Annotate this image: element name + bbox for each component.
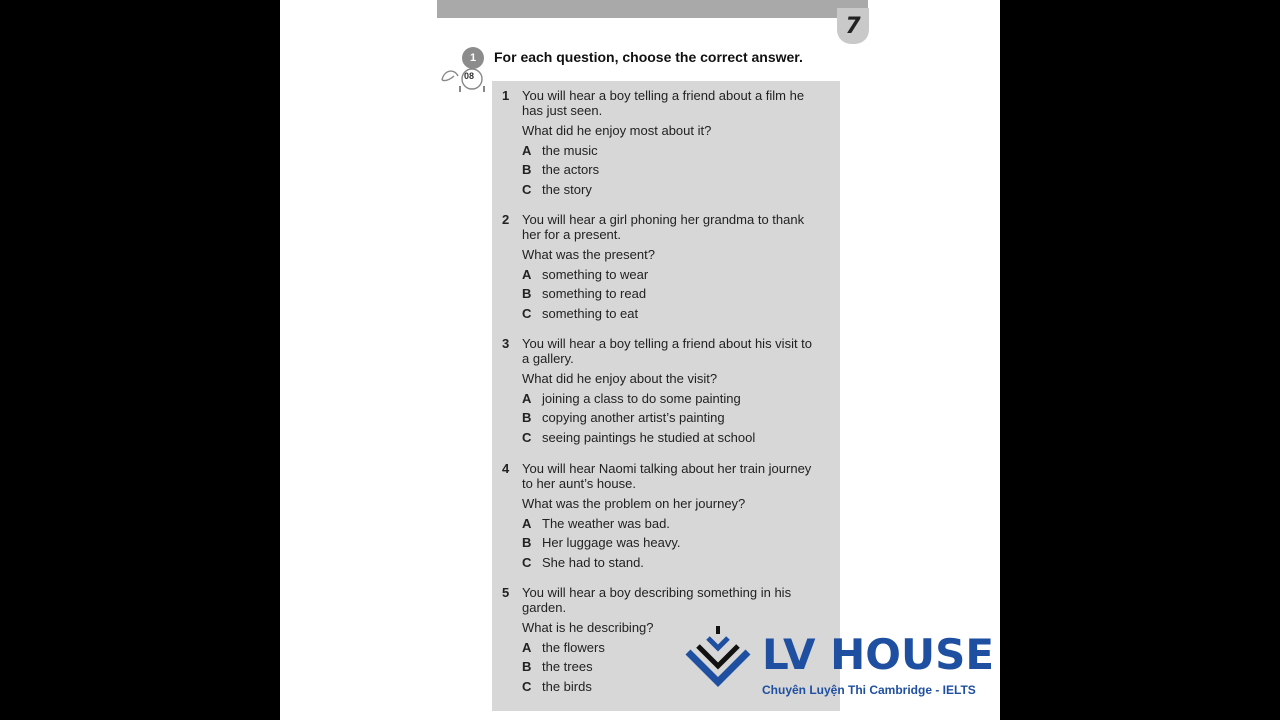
question-stem-line: garden. <box>522 600 567 615</box>
option-text: the flowers <box>542 639 605 655</box>
instruction-text: For each question, choose the correct answer. <box>494 49 803 65</box>
option-text: Her luggage was heavy. <box>542 535 681 550</box>
answer-option[interactable] <box>522 430 832 445</box>
option-letter: B <box>522 286 532 301</box>
option-letter: C <box>522 181 532 197</box>
option-letter: A <box>522 390 532 406</box>
option-letter: A <box>522 515 532 531</box>
option-text: the music <box>542 142 598 158</box>
question-stem <box>522 585 832 615</box>
question-number: 5 <box>502 585 510 600</box>
answer-option[interactable] <box>522 143 832 158</box>
logo-name: LV HOUSE <box>762 630 995 679</box>
option-letter: B <box>522 659 532 674</box>
question-stem <box>522 336 832 366</box>
question-stem-line: has just seen. <box>522 103 603 118</box>
question <box>502 336 832 445</box>
option-text: She had to stand. <box>542 554 644 570</box>
question-stem-line: her for a present. <box>522 227 621 242</box>
lv-house-logo <box>684 624 995 700</box>
question-prompt: What did he enjoy most about it? <box>522 123 712 138</box>
answer-option[interactable] <box>522 535 832 550</box>
question <box>502 212 832 321</box>
option-text: The weather was bad. <box>542 515 670 531</box>
option-letter: B <box>522 535 532 550</box>
question-stem <box>522 88 832 118</box>
option-letter: B <box>522 410 532 425</box>
question-stem-line: You will hear a girl phoning her grandma to thank <box>522 212 805 227</box>
option-letter: A <box>522 142 532 158</box>
answer-option[interactable] <box>522 306 832 321</box>
workbook-page <box>280 0 1000 720</box>
option-letter: C <box>522 554 532 570</box>
question-stem-line: You will hear Naomi talking about her train journey <box>522 461 812 476</box>
answer-option[interactable] <box>522 516 832 531</box>
question-number: 2 <box>502 212 510 227</box>
option-text: seeing paintings he studied at school <box>542 429 756 445</box>
answer-option[interactable] <box>522 555 832 570</box>
question-stem-line: You will hear a boy telling a friend about his visit to <box>522 336 813 351</box>
option-letter: B <box>522 162 532 177</box>
question-stem-line: You will hear a boy telling a friend about a film he <box>522 88 805 103</box>
question-stem <box>522 461 832 491</box>
option-letter: A <box>522 639 532 655</box>
question <box>502 88 832 197</box>
answer-option[interactable] <box>522 286 832 301</box>
answer-option[interactable] <box>522 410 832 425</box>
option-text: copying another artist’s painting <box>542 410 725 425</box>
question-panel <box>492 81 840 711</box>
option-text: the birds <box>542 678 592 694</box>
question <box>502 461 832 570</box>
answer-option[interactable] <box>522 267 832 282</box>
question-prompt: What was the problem on her journey? <box>522 496 746 511</box>
answer-option[interactable] <box>522 391 832 406</box>
headphones-icon <box>440 66 486 96</box>
question-number: 4 <box>502 461 510 476</box>
option-text: something to read <box>542 286 647 301</box>
question-prompt: What was the present? <box>522 247 655 262</box>
page-header-bar <box>437 0 868 18</box>
question-number: 1 <box>502 88 510 103</box>
option-letter: A <box>522 266 532 282</box>
page-number: 7 <box>845 13 861 39</box>
question-prompt: What is he describing? <box>522 620 654 635</box>
section-number-badge: 1 <box>462 47 484 69</box>
option-letter: C <box>522 305 532 321</box>
option-text: something to eat <box>542 305 639 321</box>
option-text: the trees <box>542 659 593 674</box>
question-stem-line: a gallery. <box>522 351 574 366</box>
option-text: something to wear <box>542 266 649 282</box>
lv-house-logo-icon <box>684 624 756 696</box>
answer-option[interactable] <box>522 162 832 177</box>
track-number: 08 <box>464 71 475 81</box>
option-letter: C <box>522 678 532 694</box>
question-number: 3 <box>502 336 510 351</box>
audio-track-marker <box>440 66 486 96</box>
logo-tagline: Chuyên Luyện Thi Cambridge - IELTS <box>762 683 976 697</box>
option-text: joining a class to do some painting <box>542 390 741 406</box>
option-letter: C <box>522 429 532 445</box>
answer-option[interactable] <box>522 182 832 197</box>
question-stem <box>522 212 832 242</box>
page-number-tab <box>837 8 869 44</box>
question-stem-line: to her aunt’s house. <box>522 476 636 491</box>
option-text: the story <box>542 181 592 197</box>
question-stem-line: You will hear a boy describing something in his <box>522 585 792 600</box>
option-text: the actors <box>542 162 600 177</box>
question-prompt: What did he enjoy about the visit? <box>522 371 718 386</box>
